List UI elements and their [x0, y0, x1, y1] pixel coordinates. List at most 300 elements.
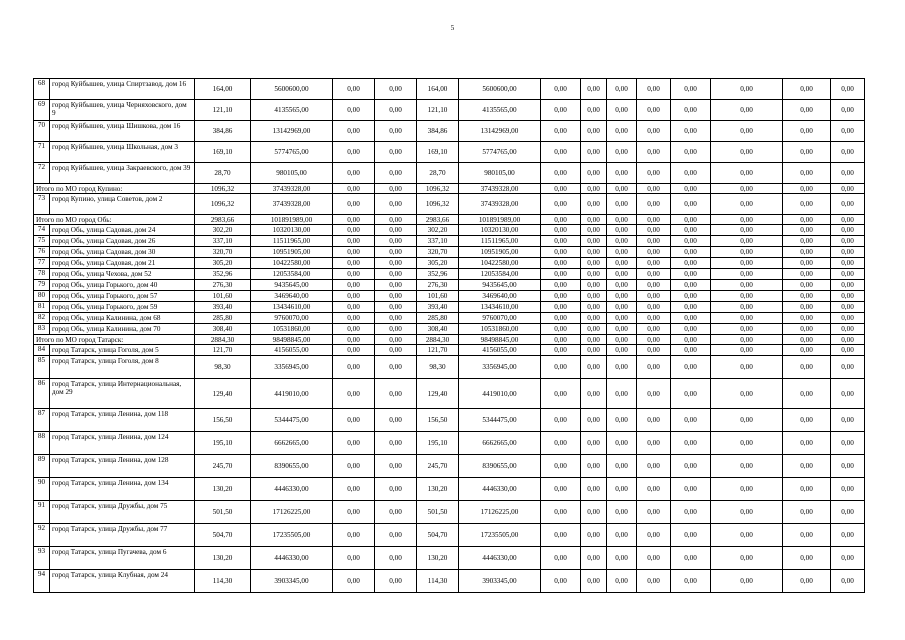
total-label: Итого по МО город Татарск:	[34, 335, 195, 345]
value-cell: 10951905,00	[459, 247, 541, 258]
address-cell: город Татарск, улица Интернациональная, дом 29	[50, 379, 195, 409]
value-cell: 0,00	[711, 409, 783, 432]
value-cell: 0,00	[607, 225, 637, 236]
table-row	[34, 258, 865, 269]
value-cell: 0,00	[581, 478, 607, 501]
value-cell: 0,00	[581, 291, 607, 302]
value-cell: 320,70	[417, 247, 459, 258]
value-cell: 0,00	[581, 345, 607, 356]
value-cell: 0,00	[711, 501, 783, 524]
value-cell: 0,00	[831, 247, 865, 258]
value-cell: 0,00	[831, 163, 865, 184]
table-row	[34, 225, 865, 236]
value-cell: 0,00	[541, 501, 581, 524]
value-cell: 0,00	[783, 335, 831, 345]
value-cell: 245,70	[195, 455, 251, 478]
value-cell: 9435645,00	[459, 280, 541, 291]
address-cell: город Обь, улица Садовая, дом 30	[50, 247, 195, 258]
value-cell: 0,00	[711, 524, 783, 547]
value-cell: 0,00	[333, 215, 375, 225]
value-cell: 0,00	[671, 379, 711, 409]
address-cell: город Куйбышев, улица Шишкова, дом 16	[50, 121, 195, 142]
value-cell: 0,00	[375, 570, 417, 593]
value-cell: 276,30	[195, 280, 251, 291]
value-cell: 0,00	[541, 409, 581, 432]
table-row	[34, 324, 865, 335]
address-cell: город Татарск, улица Гоголя, дом 5	[50, 345, 195, 356]
value-cell: 0,00	[637, 280, 671, 291]
value-cell: 0,00	[541, 280, 581, 291]
value-cell: 0,00	[831, 547, 865, 570]
value-cell: 0,00	[671, 324, 711, 335]
value-cell: 0,00	[671, 524, 711, 547]
value-cell: 10422580,00	[459, 258, 541, 269]
value-cell: 0,00	[711, 335, 783, 345]
value-cell: 0,00	[375, 547, 417, 570]
value-cell: 0,00	[541, 163, 581, 184]
value-cell: 0,00	[333, 236, 375, 247]
value-cell: 0,00	[541, 236, 581, 247]
value-cell: 0,00	[671, 121, 711, 142]
value-cell: 384,86	[417, 121, 459, 142]
value-cell: 0,00	[637, 163, 671, 184]
value-cell: 0,00	[333, 184, 375, 194]
value-cell: 0,00	[671, 225, 711, 236]
value-cell: 0,00	[637, 501, 671, 524]
value-cell: 0,00	[711, 258, 783, 269]
value-cell: 0,00	[711, 247, 783, 258]
value-cell: 0,00	[541, 225, 581, 236]
value-cell: 305,20	[195, 258, 251, 269]
value-cell: 0,00	[333, 478, 375, 501]
value-cell: 0,00	[711, 184, 783, 194]
value-cell: 0,00	[581, 269, 607, 280]
value-cell: 129,40	[195, 379, 251, 409]
row-number: 78	[34, 269, 50, 280]
value-cell: 0,00	[637, 100, 671, 121]
value-cell: 0,00	[831, 100, 865, 121]
value-cell: 0,00	[333, 163, 375, 184]
value-cell: 3469640,00	[459, 291, 541, 302]
address-cell: город Обь, улица Чехова, дом 52	[50, 269, 195, 280]
value-cell: 0,00	[637, 184, 671, 194]
value-cell: 114,30	[417, 570, 459, 593]
value-cell: 0,00	[671, 335, 711, 345]
value-cell: 285,80	[417, 313, 459, 324]
value-cell: 0,00	[375, 247, 417, 258]
value-cell: 0,00	[671, 570, 711, 593]
value-cell: 0,00	[831, 313, 865, 324]
value-cell: 504,70	[417, 524, 459, 547]
value-cell: 37439328,00	[251, 184, 333, 194]
value-cell: 0,00	[375, 432, 417, 455]
value-cell: 308,40	[417, 324, 459, 335]
value-cell: 0,00	[831, 269, 865, 280]
value-cell: 0,00	[541, 313, 581, 324]
value-cell: 0,00	[607, 215, 637, 225]
value-cell: 0,00	[671, 478, 711, 501]
value-cell: 0,00	[607, 501, 637, 524]
value-cell: 0,00	[607, 302, 637, 313]
value-cell: 0,00	[541, 194, 581, 215]
table-row	[34, 247, 865, 258]
value-cell: 0,00	[607, 247, 637, 258]
value-cell: 0,00	[783, 184, 831, 194]
table-row	[34, 142, 865, 163]
value-cell: 0,00	[607, 291, 637, 302]
value-cell: 0,00	[607, 478, 637, 501]
value-cell: 0,00	[671, 280, 711, 291]
value-cell: 0,00	[637, 455, 671, 478]
value-cell: 0,00	[711, 291, 783, 302]
value-cell: 0,00	[375, 225, 417, 236]
value-cell: 980105,00	[459, 163, 541, 184]
value-cell: 0,00	[671, 215, 711, 225]
value-cell: 0,00	[541, 258, 581, 269]
value-cell: 156,50	[417, 409, 459, 432]
value-cell: 501,50	[195, 501, 251, 524]
value-cell: 0,00	[831, 432, 865, 455]
value-cell: 0,00	[541, 215, 581, 225]
value-cell: 0,00	[783, 379, 831, 409]
value-cell: 0,00	[711, 313, 783, 324]
value-cell: 352,96	[195, 269, 251, 280]
value-cell: 0,00	[607, 184, 637, 194]
value-cell: 0,00	[333, 79, 375, 100]
value-cell: 0,00	[541, 142, 581, 163]
value-cell: 0,00	[607, 432, 637, 455]
value-cell: 0,00	[831, 79, 865, 100]
row-number: 76	[34, 247, 50, 258]
value-cell: 0,00	[671, 247, 711, 258]
table-row	[34, 524, 865, 547]
value-cell: 0,00	[333, 194, 375, 215]
value-cell: 4419010,00	[459, 379, 541, 409]
value-cell: 121,70	[195, 345, 251, 356]
value-cell: 0,00	[375, 313, 417, 324]
value-cell: 0,00	[711, 455, 783, 478]
value-cell: 0,00	[541, 570, 581, 593]
value-cell: 5344475,00	[251, 409, 333, 432]
address-cell: город Татарск, улица Дружбы, дом 75	[50, 501, 195, 524]
value-cell: 0,00	[671, 455, 711, 478]
value-cell: 0,00	[711, 345, 783, 356]
value-cell: 0,00	[783, 313, 831, 324]
value-cell: 4419010,00	[251, 379, 333, 409]
address-cell: город Татарск, улица Дружбы, дом 77	[50, 524, 195, 547]
value-cell: 0,00	[581, 142, 607, 163]
value-cell: 0,00	[581, 194, 607, 215]
value-cell: 0,00	[375, 478, 417, 501]
value-cell: 0,00	[671, 302, 711, 313]
table-row	[34, 280, 865, 291]
value-cell: 0,00	[375, 409, 417, 432]
value-cell: 0,00	[333, 324, 375, 335]
value-cell: 4135565,00	[251, 100, 333, 121]
value-cell: 0,00	[783, 455, 831, 478]
table-row	[34, 269, 865, 280]
total-row	[34, 215, 865, 225]
address-cell: город Куйбышев, улица Черняховского, дом 9	[50, 100, 195, 121]
value-cell: 4446330,00	[459, 478, 541, 501]
value-cell: 276,30	[417, 280, 459, 291]
value-cell: 0,00	[637, 409, 671, 432]
row-number: 86	[34, 379, 50, 409]
value-cell: 0,00	[375, 269, 417, 280]
value-cell: 0,00	[831, 142, 865, 163]
value-cell: 0,00	[637, 379, 671, 409]
value-cell: 9760070,00	[459, 313, 541, 324]
value-cell: 0,00	[607, 121, 637, 142]
value-cell: 0,00	[333, 100, 375, 121]
value-cell: 0,00	[607, 356, 637, 379]
value-cell: 285,80	[195, 313, 251, 324]
table-row	[34, 409, 865, 432]
value-cell: 101891989,00	[459, 215, 541, 225]
value-cell: 0,00	[333, 121, 375, 142]
value-cell: 169,10	[195, 142, 251, 163]
table-row	[34, 236, 865, 247]
value-cell: 0,00	[581, 302, 607, 313]
value-cell: 0,00	[581, 100, 607, 121]
value-cell: 0,00	[671, 409, 711, 432]
value-cell: 0,00	[637, 324, 671, 335]
value-cell: 0,00	[333, 225, 375, 236]
value-cell: 98,30	[195, 356, 251, 379]
value-cell: 0,00	[783, 225, 831, 236]
value-cell: 0,00	[541, 455, 581, 478]
address-cell: город Куйбышев, улица Школьная, дом 3	[50, 142, 195, 163]
value-cell: 0,00	[637, 345, 671, 356]
value-cell: 0,00	[607, 455, 637, 478]
table-row	[34, 345, 865, 356]
row-number: 80	[34, 291, 50, 302]
value-cell: 0,00	[783, 478, 831, 501]
row-number: 77	[34, 258, 50, 269]
value-cell: 5774765,00	[251, 142, 333, 163]
value-cell: 10422580,00	[251, 258, 333, 269]
value-cell: 0,00	[831, 324, 865, 335]
value-cell: 0,00	[581, 379, 607, 409]
value-cell: 0,00	[671, 501, 711, 524]
value-cell: 0,00	[711, 236, 783, 247]
value-cell: 0,00	[671, 269, 711, 280]
value-cell: 28,70	[417, 163, 459, 184]
value-cell: 8390655,00	[251, 455, 333, 478]
table-row	[34, 100, 865, 121]
value-cell: 3903345,00	[251, 570, 333, 593]
value-cell: 28,70	[195, 163, 251, 184]
value-cell: 0,00	[333, 247, 375, 258]
value-cell: 98498845,00	[251, 335, 333, 345]
row-number: 93	[34, 547, 50, 570]
value-cell: 0,00	[711, 302, 783, 313]
value-cell: 0,00	[783, 236, 831, 247]
value-cell: 0,00	[333, 258, 375, 269]
value-cell: 5774765,00	[459, 142, 541, 163]
value-cell: 0,00	[711, 280, 783, 291]
value-cell: 0,00	[637, 258, 671, 269]
value-cell: 0,00	[637, 313, 671, 324]
value-cell: 0,00	[375, 184, 417, 194]
value-cell: 384,86	[195, 121, 251, 142]
value-cell: 121,70	[417, 345, 459, 356]
value-cell: 4135565,00	[459, 100, 541, 121]
value-cell: 0,00	[783, 291, 831, 302]
value-cell: 5600600,00	[459, 79, 541, 100]
table-row	[34, 79, 865, 100]
value-cell: 393,40	[195, 302, 251, 313]
row-number: 89	[34, 455, 50, 478]
row-number: 88	[34, 432, 50, 455]
value-cell: 0,00	[581, 258, 607, 269]
total-label: Итого по МО город Обь:	[34, 215, 195, 225]
value-cell: 9435645,00	[251, 280, 333, 291]
value-cell: 121,10	[195, 100, 251, 121]
value-cell: 0,00	[541, 432, 581, 455]
value-cell: 0,00	[831, 379, 865, 409]
value-cell: 0,00	[637, 236, 671, 247]
value-cell: 37439328,00	[459, 194, 541, 215]
value-cell: 0,00	[333, 432, 375, 455]
value-cell: 0,00	[783, 524, 831, 547]
value-cell: 4446330,00	[251, 478, 333, 501]
value-cell: 0,00	[637, 215, 671, 225]
value-cell: 17235505,00	[459, 524, 541, 547]
housing-registry-table	[33, 78, 865, 593]
page-number: 5	[450, 24, 455, 32]
value-cell: 0,00	[831, 236, 865, 247]
value-cell: 0,00	[607, 100, 637, 121]
table-row	[34, 313, 865, 324]
value-cell: 0,00	[581, 570, 607, 593]
value-cell: 0,00	[607, 570, 637, 593]
value-cell: 0,00	[671, 547, 711, 570]
value-cell: 0,00	[541, 345, 581, 356]
value-cell: 0,00	[783, 247, 831, 258]
value-cell: 0,00	[541, 335, 581, 345]
value-cell: 0,00	[333, 547, 375, 570]
value-cell: 0,00	[783, 324, 831, 335]
value-cell: 0,00	[607, 163, 637, 184]
address-cell: город Обь, улица Калинина, дом 68	[50, 313, 195, 324]
value-cell: 0,00	[607, 324, 637, 335]
row-number: 94	[34, 570, 50, 593]
value-cell: 10320130,00	[251, 225, 333, 236]
value-cell: 169,10	[417, 142, 459, 163]
value-cell: 0,00	[581, 247, 607, 258]
value-cell: 0,00	[541, 547, 581, 570]
value-cell: 0,00	[711, 121, 783, 142]
value-cell: 0,00	[671, 184, 711, 194]
value-cell: 0,00	[637, 291, 671, 302]
value-cell: 0,00	[541, 356, 581, 379]
value-cell: 0,00	[607, 379, 637, 409]
value-cell: 9760070,00	[251, 313, 333, 324]
value-cell: 0,00	[783, 547, 831, 570]
value-cell: 0,00	[541, 478, 581, 501]
value-cell: 0,00	[783, 258, 831, 269]
value-cell: 980105,00	[251, 163, 333, 184]
value-cell: 0,00	[375, 356, 417, 379]
address-cell: город Татарск, улица Ленина, дом 118	[50, 409, 195, 432]
value-cell: 0,00	[671, 79, 711, 100]
table-row	[34, 194, 865, 215]
value-cell: 3903345,00	[459, 570, 541, 593]
value-cell: 101,60	[195, 291, 251, 302]
value-cell: 393,40	[417, 302, 459, 313]
value-cell: 0,00	[831, 335, 865, 345]
value-cell: 0,00	[541, 524, 581, 547]
value-cell: 0,00	[333, 570, 375, 593]
value-cell: 0,00	[581, 455, 607, 478]
value-cell: 0,00	[607, 409, 637, 432]
value-cell: 0,00	[541, 269, 581, 280]
value-cell: 0,00	[333, 501, 375, 524]
value-cell: 11511965,00	[251, 236, 333, 247]
value-cell: 2983,66	[195, 215, 251, 225]
value-cell: 0,00	[831, 356, 865, 379]
value-cell: 0,00	[581, 524, 607, 547]
value-cell: 0,00	[783, 269, 831, 280]
value-cell: 0,00	[375, 280, 417, 291]
value-cell: 0,00	[637, 335, 671, 345]
value-cell: 156,50	[195, 409, 251, 432]
value-cell: 0,00	[831, 524, 865, 547]
address-cell: город Обь, улица Калинина, дом 70	[50, 324, 195, 335]
total-row	[34, 335, 865, 345]
address-cell: город Обь, улица Садовая, дом 24	[50, 225, 195, 236]
value-cell: 0,00	[541, 291, 581, 302]
value-cell: 13434610,00	[251, 302, 333, 313]
value-cell: 195,10	[417, 432, 459, 455]
value-cell: 0,00	[581, 356, 607, 379]
value-cell: 0,00	[541, 79, 581, 100]
value-cell: 0,00	[711, 356, 783, 379]
value-cell: 129,40	[417, 379, 459, 409]
row-number: 90	[34, 478, 50, 501]
address-cell: город Обь, улица Горького, дом 40	[50, 280, 195, 291]
value-cell: 6662665,00	[251, 432, 333, 455]
address-cell: город Татарск, улица Клубная, дом 24	[50, 570, 195, 593]
value-cell: 0,00	[637, 269, 671, 280]
value-cell: 0,00	[581, 163, 607, 184]
value-cell: 0,00	[333, 269, 375, 280]
value-cell: 0,00	[581, 313, 607, 324]
value-cell: 0,00	[831, 302, 865, 313]
row-number: 84	[34, 345, 50, 356]
value-cell: 101891989,00	[251, 215, 333, 225]
value-cell: 501,50	[417, 501, 459, 524]
value-cell: 0,00	[671, 142, 711, 163]
value-cell: 0,00	[333, 313, 375, 324]
value-cell: 13142969,00	[251, 121, 333, 142]
value-cell: 0,00	[671, 291, 711, 302]
value-cell: 0,00	[541, 324, 581, 335]
value-cell: 0,00	[607, 269, 637, 280]
value-cell: 0,00	[711, 478, 783, 501]
value-cell: 0,00	[711, 547, 783, 570]
value-cell: 0,00	[581, 335, 607, 345]
value-cell: 0,00	[375, 79, 417, 100]
value-cell: 0,00	[671, 345, 711, 356]
address-cell: город Обь, улица Горького, дом 57	[50, 291, 195, 302]
value-cell: 10951905,00	[251, 247, 333, 258]
value-cell: 0,00	[637, 121, 671, 142]
table-row	[34, 379, 865, 409]
value-cell: 0,00	[783, 432, 831, 455]
value-cell: 0,00	[711, 379, 783, 409]
